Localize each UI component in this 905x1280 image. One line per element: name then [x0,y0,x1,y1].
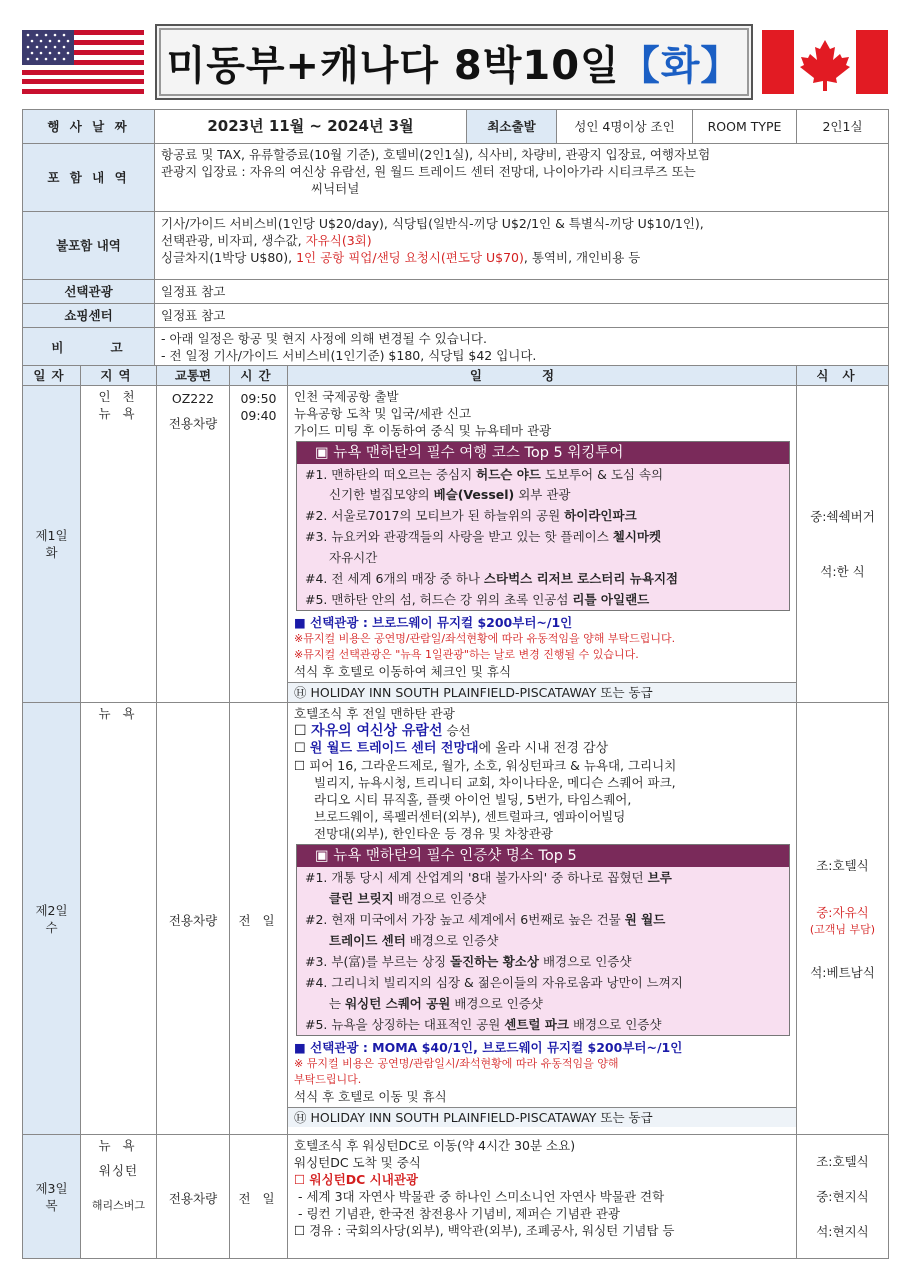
day2-plan: 호텔조식 후 전일 맨하탄 관광 ☐ 자유의 여신상 유람선 승선 ☐ 원 월드 트레이드 센터 전망대에 올라 시내 전경 감상 ☐ 피어 16, 그라운드제로, 월가, 소호, 워싱턴파크 & 뉴욕대, 그리니치 빌리지, 뉴욕시청, 트리니티 교회, 차이나타운, 메디슨 스퀘어 파크, 라디오 시티 뮤직홀, 플랫 아이언 빌딩, 5번가, 타임스퀘어, 브로드웨이, 록펠러센터(외부), 센트럴파크, 엠파이어빌딩 전망대(외부), 한인타운 등 경유 및 차창관광 ▣ 뉴욕 맨하탄의 필수 인증샷 명소 Top 5 #1. 개통 당시 세계 산업계의 '8대 불가사의' 중 하나로 꼽혔던 브루 클린 브릿지 배경으로 인증샷 #2. 현재 미국에서 가장 높고 세계에서 6번째로 높은 건물 원 월드 트레이드 센터 배경으로 인증샷 #3. 부(富)를 부르는 상징 돌진하는 황소상 배경으로 인증샷 #4. 그리니치 빌리지의 심장 & 젊은이들의 자유로움과 낭만이 느껴지 는 워싱턴 스퀘어 공원 배경으로 인증샷 #5. 뉴욕을 상징하는 대표적인 공원 센트럴 파크 배경으로 인증샷 ■ 선택관광 : MOMA $40/1인, 브로드웨이 뮤지컬 $200부터~/1인 ※ 뮤지컬 비용은 공연명/관람일시/좌석현황에 따라 유동적임을 양해 부탁드립니다. 석식 후 호텔로 이동 및 휴식 Ⓗ HOLIDAY INN SOUTH PLAINFIELD-PISCATAWAY 또는 동급 [288,703,797,1135]
day1-meals: 중:쉑쉑버거 석:한 식 [797,386,889,703]
remark-line: - 전 일정 기사/가이드 서비스비(1인기준) $180, 식당팁 $42 입니다. [161,348,537,363]
canada-flag-icon [762,30,888,94]
included-line: 관광지 입장료 : 자유의 여신상 유람선, 원 월드 트레이드 센터 전망대, 나이아가라 시티크루즈 또는 [161,164,696,179]
day2-transport: 전용차량 [157,703,230,1135]
included-label: 포 함 내 역 [23,144,155,212]
day3-plan: 호텔조식 후 워싱턴DC로 이동(약 4시간 30분 소요) 워싱턴DC 도착 및 중식 ☐ 워싱턴DC 시내관광 - 세계 3대 자연사 박물관 중 하나인 스미소니언 자연사 박물관 견학 - 링컨 기념관, 한국전 참전용사 기념비, 제퍼슨 기념관 관광 ☐ 경유 : 국회의사당(외부), 백악관(외부), 조폐공사, 워싱턴 기념탑 등 [288,1135,797,1259]
title-day: 【화】 [619,42,742,89]
day2-city: 뉴 욕 [81,703,157,1135]
day3-transport: 전용차량 [157,1135,230,1259]
header [22,24,888,100]
shopping-value: 일정표 참고 [155,304,889,328]
day1-optional-tour: ■ 선택관광 : 브로드웨이 뮤지컬 $200부터~/1인 [294,615,573,630]
col-city: 지역 [81,366,157,386]
excluded-line: 싱글차지(1박당 U$80), 1인 공항 픽업/샌딩 요청시(편도당 U$70), 통역비, 개인비용 등 [161,250,641,265]
excluded-line: 선택관광, 비자피, 생수값, 자유식(3회) [161,233,372,248]
day1-hotel: Ⓗ HOLIDAY INN SOUTH PLAINFIELD-PISCATAWAY 또는 동급 [288,682,796,702]
excluded-line: 기사/가이드 서비스비(1인당 U$20/day), 식당팁(일반식-끼당 U$2/1인 & 특별식-끼당 U$10/1인), [161,216,704,231]
day3-row [23,1135,889,1259]
shopping-label: 쇼핑센터 [23,304,155,328]
page-title: 미동부+캐나다 8박10일 [166,42,620,89]
excluded-content [155,212,889,280]
day1-city: 인 천 뉴 욕 [81,386,157,703]
day2-note: ※ 뮤지컬 비용은 공연명/관람일시/좌석현황에 따라 유동적임을 양해 [294,1057,619,1070]
day3-city: 뉴 욕 워싱턴 해리스버그 [81,1135,157,1259]
col-time: 시간 [230,366,288,386]
day1-walking-tour-box: ▣ 뉴욕 맨하탄의 필수 여행 코스 Top 5 워킹투어 #1. 맨하탄의 떠오르는 중심지 허드슨 야드 도보투어 & 도심 속의 신기한 벌집모양의 베슬(Vessel) 외부 관광 #2. 서울로7017의 모티브가 된 하늘위의 공원 하이라인파크 #3. 뉴요커와 관광객들의 사랑을 받고 있는 핫 플레이스 첼시마켓 자유시간 #4. 전 세계 6개의 매장 중 하나 스타벅스 리저브 로스터리 뉴욕지점 #5. 맨하탄 안의 섬, 허드슨 강 위의 초록 인공섬 리틀 아일랜드 [296,441,790,611]
day1-row [23,386,889,703]
included-line: 씨닉터널 [311,181,360,196]
day1-transport: OZ222 전용차량 [157,386,230,703]
period-value: 2023년 11월 ~ 2024년 3월 [155,110,467,144]
optional-tour-label: 선택관광 [23,280,155,304]
remark-label: 비 고 [23,328,155,367]
day1-note: ※뮤지컬 비용은 공연명/관람일/좌석현황에 따라 유동적임을 양해 부탁드립니다. [294,632,676,645]
day2-row [23,703,889,1135]
day2-hotel: Ⓗ HOLIDAY INN SOUTH PLAINFIELD-PISCATAWAY 또는 동급 [288,1107,796,1127]
title-box [155,24,753,100]
day2-optional-tour: ■ 선택관광 : MOMA $40/1인, 브로드웨이 뮤지컬 $200부터~/1인 [294,1040,683,1055]
day2-meals: 조:호텔식 중:자유식 (고객님 부담) 석:베트남식 [797,703,889,1135]
remark-content [155,328,889,367]
day3-label: 제3일 목 [23,1135,81,1259]
included-content [155,144,889,212]
day3-meals: 조:호텔식 중:현지식 석:현지식 [797,1135,889,1259]
col-transport: 교통편 [157,366,230,386]
day1-note: ※뮤지컬 선택관광은 "뉴욕 1일관광"하는 날로 변경 진행될 수 있습니다. [294,648,639,661]
optional-tour-value: 일정표 참고 [155,280,889,304]
usa-flag-icon [22,30,144,94]
day2-label: 제2일 수 [23,703,81,1135]
min-departure-value: 성인 4명이상 조인 [557,110,693,144]
day2-photo-spots-box: ▣ 뉴욕 맨하탄의 필수 인증샷 명소 Top 5 #1. 개통 당시 세계 산업계의 '8대 불가사의' 중 하나로 꼽혔던 브루 클린 브릿지 배경으로 인증샷 #2. 현재 미국에서 가장 높고 세계에서 6번째로 높은 건물 원 월드 트레이드 센터 배경으로 인증샷 #3. 부(富)를 부르는 상징 돌진하는 황소상 배경으로 인증샷 #4. 그리니치 빌리지의 심장 & 젊은이들의 자유로움과 낭만이 느껴지 는 워싱턴 스퀘어 공원 배경으로 인증샷 #5. 뉴욕을 상징하는 대표적인 공원 센트럴 파크 배경으로 인증샷 [296,844,790,1036]
day3-time: 전 일 [230,1135,288,1259]
room-type-value: 2인1실 [797,110,889,144]
excluded-label: 불포함 내역 [23,212,155,280]
day2-time: 전 일 [230,703,288,1135]
col-day: 일자 [23,366,81,386]
day1-plan: 인천 국제공항 출발 뉴욕공항 도착 및 입국/세관 신고 가이드 미팅 후 이동하여 중식 및 뉴욕테마 관광 ▣ 뉴욕 맨하탄의 필수 여행 코스 Top 5 워킹투어 #1. 맨하탄의 떠오르는 중심지 허드슨 야드 도보투어 & 도심 속의 신기한 벌집모양의 베슬(Vessel) 외부 관광 #2. 서울로7017의 모티브가 된 하늘위의 공원 하이라인파크 #3. 뉴요커와 관광객들의 사랑을 받고 있는 핫 플레이스 첼시마켓 자유시간 #4. 전 세계 6개의 매장 중 하나 스타벅스 리저브 로스터리 뉴욕지점 #5. 맨하탄 안의 섬, 허드슨 강 위의 초록 인공섬 리틀 아일랜드 ■ 선택관광 : 브로드웨이 뮤지컬 $200부터~/1인 ※뮤지컬 비용은 공연명/관람일/좌석현황에 따라 유동적임을 양해 부탁드립니다. ※뮤지컬 선택관광은 "뉴욕 1일관광"하는 날로 변경 진행될 수 있습니다. 석식 후 호텔로 이동하여 체크인 및 휴식 Ⓗ HOLIDAY INN SOUTH PLAINFIELD-PISCATAWAY 또는 동급 [288,386,797,703]
min-departure-label: 최소출발 [467,110,557,144]
info-table [22,109,889,367]
included-line: 항공료 및 TAX, 유류할증료(10월 기준), 호텔비(2인1실), 식사비, 차량비, 관광지 입장료, 여행자보험 [161,147,711,162]
schedule-table [22,365,889,1259]
day1-time: 09:50 09:40 [230,386,288,703]
room-type-label: ROOM TYPE [693,110,797,144]
col-meal: 식사 [797,366,889,386]
col-plan: 일정 [288,366,797,386]
day1-label: 제1일 화 [23,386,81,703]
remark-line: - 아래 일정은 항공 및 현지 사정에 의해 변경될 수 있습니다. [161,331,487,346]
day2-note: 부탁드립니다. [294,1073,362,1086]
period-label: 행 사 날 짜 [23,110,155,144]
